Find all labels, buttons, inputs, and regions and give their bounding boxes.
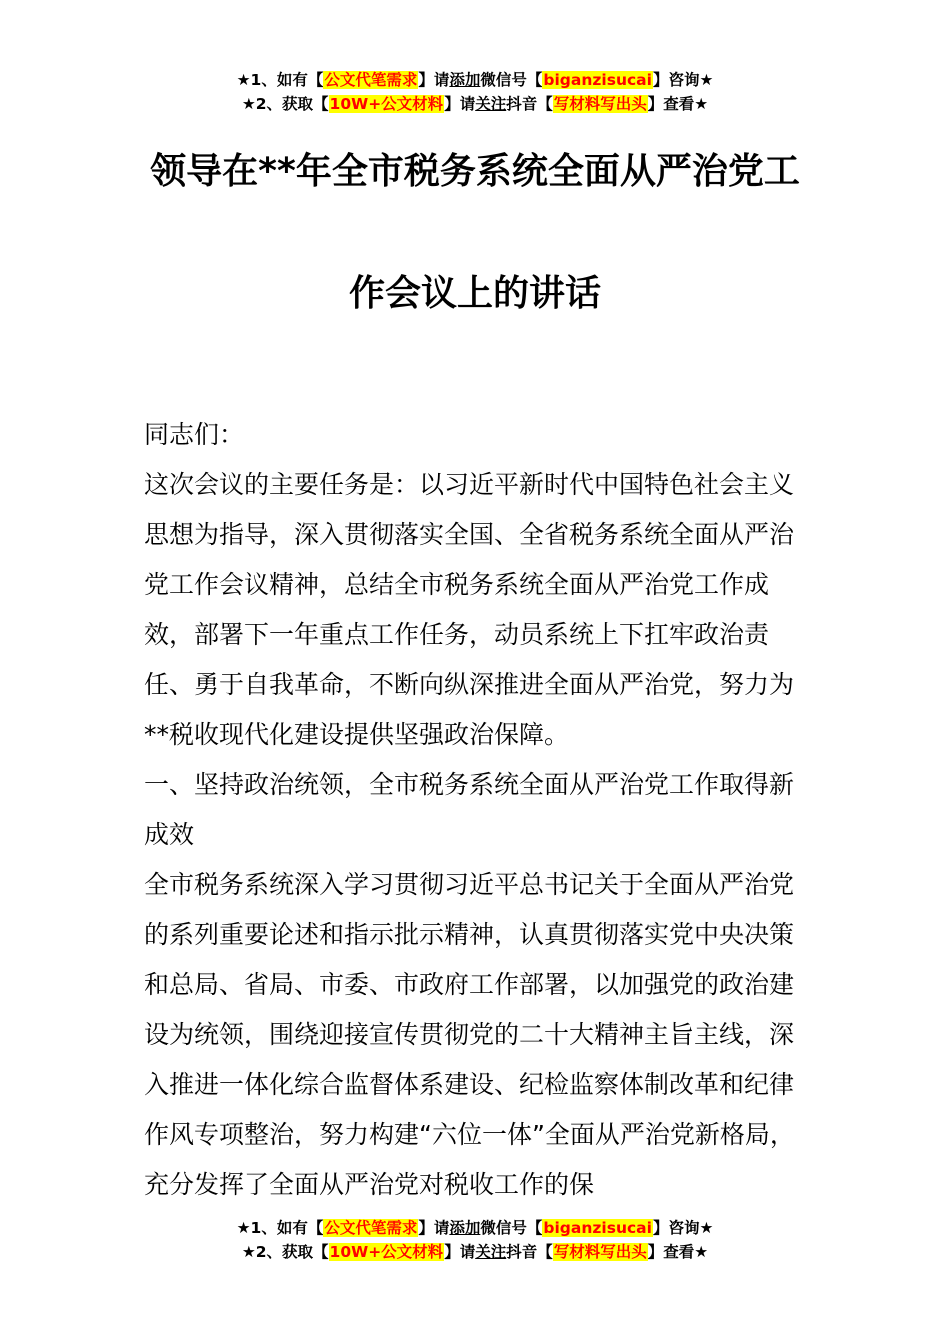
promo-highlight-service: 公文代笔需求 [324,1219,418,1237]
section-heading-1: 一、坚持政治统领，全市税务系统全面从严治党工作取得新成效 [144,770,795,849]
promo-highlight-wechat-id: biganzisucai [543,1219,652,1237]
promo-highlight-douyin: 写材料写出头 [553,95,647,113]
promo-line-1: ★1、如有【公文代笔需求】请添加微信号【biganzisucai】咨询★ [236,1219,714,1237]
document-title-line-1: 领导在**年全市税务系统全面从严治党工 [150,151,800,192]
paragraph-intro: 这次会议的主要任务是：以习近平新时代中国特色社会主义思想为指导，深入贯彻落实全国、全省税务系统全面从严治党工作会议精神，总结全市税务系统全面从严治党工作成效，部署下一年重点工作任务，动员系统上下扛牢政治责任、勇于自我革命，不断向纵深推进全面从严治党，努力为**税收现代化建设提供坚强政治保障。 [144,470,795,749]
promo-line-1: ★1、如有【公文代笔需求】请添加微信号【biganzisucai】咨询★ [236,71,714,89]
salutation: 同志们： [144,420,245,449]
document-title-line-2: 作会议上的讲话 [348,273,601,314]
promo-highlight-wechat-id: biganzisucai [543,71,652,89]
promo-highlight-douyin: 写材料写出头 [553,1243,647,1261]
promo-header [0,68,950,116]
promo-footer [0,1216,950,1264]
document-body [144,410,808,1210]
promo-highlight-service: 公文代笔需求 [324,71,418,89]
paragraph-section-1: 全市税务系统深入学习贯彻习近平总书记关于全面从严治党的系列重要论述和指示批示精神，认真贯彻落实党中央决策和总局、省局、市委、市政府工作部署，以加强党的政治建设为统领，围绕迎接宣传贯彻党的二十大精神主旨主线，深入推进一体化综合监督体系建设、纪检监察体制改革和纪律作风专项整治，努力构建“六位一体”全面从严治党新格局，充分发挥了全面从严治党对税收工作的保 [144,870,795,1199]
promo-highlight-materials: 10W+公文材料 [329,1243,444,1261]
promo-line-2: ★2、获取【10W+公文材料】请关注抖音【写材料写出头】查看★ [241,1243,709,1261]
promo-line-2: ★2、获取【10W+公文材料】请关注抖音【写材料写出头】查看★ [241,95,709,113]
promo-highlight-materials: 10W+公文材料 [329,95,444,113]
